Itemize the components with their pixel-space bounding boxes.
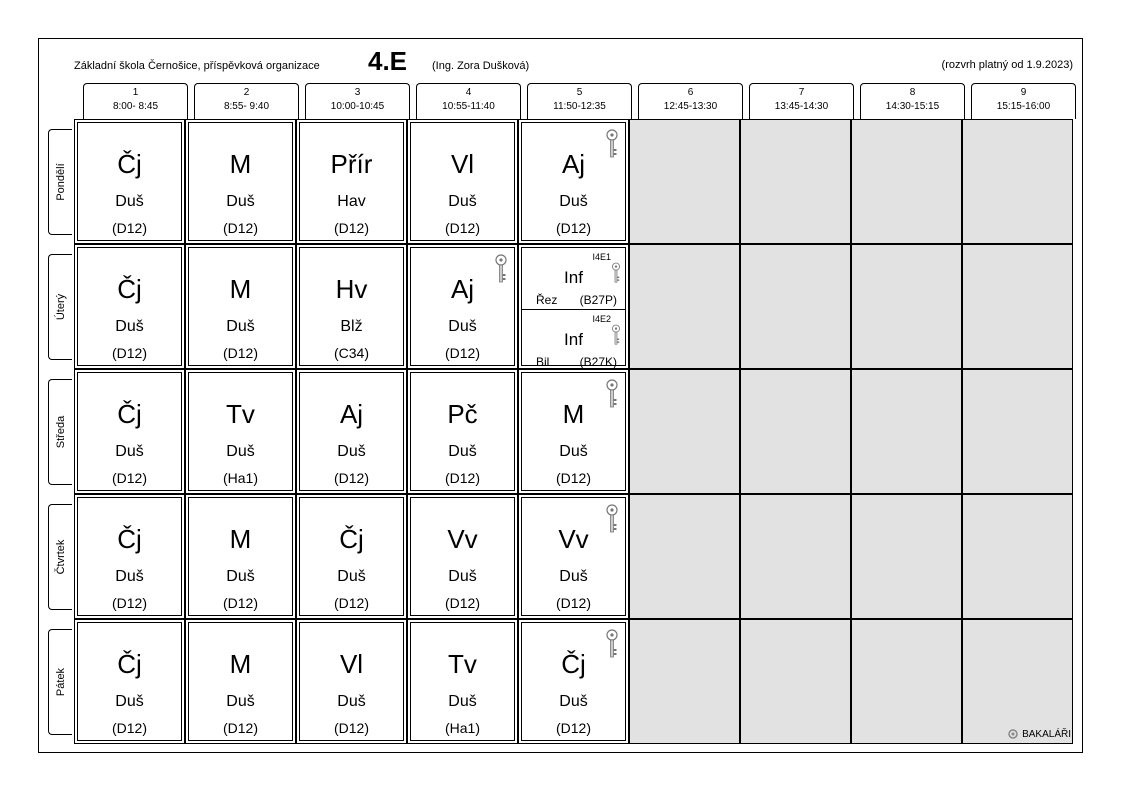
period-time: 13:45-14:30 [774, 101, 829, 112]
period-time: 14:30-15:15 [885, 101, 940, 112]
empty-slot [629, 619, 740, 744]
teacher: Řez [536, 293, 558, 307]
empty-slot [851, 494, 962, 619]
lesson-cell [407, 494, 518, 619]
lesson-box [299, 122, 404, 241]
lesson-box [77, 497, 182, 616]
period-time: 11:50-12:35 [553, 101, 606, 112]
period-header [527, 83, 632, 119]
teacher: Duš [226, 568, 255, 585]
timetable-grid [74, 119, 1073, 744]
room: (D12) [555, 470, 591, 486]
subject: M [229, 274, 252, 304]
teacher: Duš [226, 318, 255, 335]
room: (D12) [222, 220, 258, 236]
teacher: Duš [448, 568, 477, 585]
validity-note: (rozvrh platný od 1.9.2023) [941, 59, 1073, 71]
lesson-cell [74, 369, 185, 494]
period-number: 8 [909, 87, 916, 98]
empty-slot [740, 619, 851, 744]
teacher: Duš [448, 193, 477, 210]
period-number: 1 [132, 87, 139, 98]
teacher: Duš [559, 443, 588, 460]
class-teacher: (Ing. Zora Dušková) [432, 60, 530, 72]
lesson-cell [74, 619, 185, 744]
subject: Aj [561, 149, 586, 179]
period-header [194, 83, 299, 119]
period-time: 15:15-16:00 [996, 101, 1051, 112]
bakalari-logo [1007, 728, 1071, 740]
subject: Aj [339, 399, 364, 429]
subject: M [562, 399, 585, 429]
room: (D12) [111, 345, 147, 361]
lesson-box [410, 497, 515, 616]
lesson-box [410, 122, 515, 241]
lesson-cell-split [518, 244, 629, 369]
lesson-box [410, 372, 515, 491]
lesson-cell [407, 119, 518, 244]
class-name: 4.E [368, 46, 408, 76]
teacher: Blž [340, 318, 363, 335]
period-number: 9 [1020, 87, 1027, 98]
empty-slot [962, 369, 1073, 494]
lesson-cell [185, 244, 296, 369]
room: (D12) [111, 595, 147, 611]
teacher: Duš [448, 318, 477, 335]
room: (D12) [222, 345, 258, 361]
empty-slot [740, 119, 851, 244]
lesson-box [521, 622, 626, 741]
subject: Čj [117, 399, 142, 429]
lesson-cell [296, 369, 407, 494]
period-header [749, 83, 854, 119]
subject: Pč [447, 399, 478, 429]
subject: M [229, 649, 252, 679]
lesson-cell [518, 119, 629, 244]
group-lesson [522, 310, 625, 371]
empty-slot [740, 244, 851, 369]
subject: Inf [564, 330, 583, 349]
subject: Vl [450, 149, 475, 179]
subject: Čj [117, 274, 142, 304]
lesson-box [77, 372, 182, 491]
room: (C34) [333, 345, 369, 361]
room: (D12) [333, 595, 369, 611]
lesson-cell [296, 619, 407, 744]
teacher: Duš [559, 568, 588, 585]
lesson-cell [407, 619, 518, 744]
room: (D12) [111, 220, 147, 236]
period-number: 5 [576, 87, 583, 98]
key-icon [494, 254, 508, 284]
subject: M [229, 149, 252, 179]
empty-slot [740, 369, 851, 494]
key-icon [605, 129, 619, 159]
lesson-cell [407, 369, 518, 494]
day-label [48, 129, 72, 235]
room: (D12) [444, 220, 480, 236]
period-time: 8:00- 8:45 [112, 101, 159, 112]
lesson-box [188, 622, 293, 741]
period-number: 2 [243, 87, 250, 98]
lesson-box [410, 622, 515, 741]
lesson-box [188, 497, 293, 616]
key-icon [605, 379, 619, 409]
key-icon [605, 629, 619, 659]
empty-slot [851, 369, 962, 494]
day-label [48, 254, 72, 360]
lesson-cell [407, 244, 518, 369]
day-name: Pátek [54, 667, 67, 697]
teacher: Duš [559, 693, 588, 710]
empty-slot [851, 619, 962, 744]
empty-slot [851, 244, 962, 369]
key-icon [611, 262, 621, 284]
lesson-cell [518, 619, 629, 744]
day-name: Středa [54, 415, 67, 449]
school-name: Základní škola Černošice, příspěvková organizace [74, 60, 320, 72]
day-name: Čtvrtek [54, 539, 67, 575]
period-header [638, 83, 743, 119]
subject: Hv [335, 274, 368, 304]
period-number: 6 [687, 87, 694, 98]
teacher: Duš [337, 568, 366, 585]
lesson-box [188, 247, 293, 366]
empty-slot [851, 119, 962, 244]
teacher: Hav [337, 193, 366, 210]
room: (Ha1) [444, 720, 480, 736]
lesson-box [410, 247, 515, 366]
teacher: Duš [448, 443, 477, 460]
lesson-cell [185, 119, 296, 244]
teacher: Duš [115, 443, 144, 460]
room: (D12) [111, 720, 147, 736]
day-label [48, 504, 72, 610]
group-code: I4E2 [592, 314, 611, 324]
subject: Čj [117, 524, 142, 554]
lesson-box [299, 497, 404, 616]
lesson-cell [518, 494, 629, 619]
subject: Přír [330, 149, 373, 179]
room: (D12) [555, 220, 591, 236]
teacher: Duš [559, 193, 588, 210]
lesson-cell [296, 119, 407, 244]
lesson-box [299, 372, 404, 491]
teacher: Duš [337, 443, 366, 460]
period-time: 8:55- 9:40 [223, 101, 270, 112]
gear-icon [1007, 728, 1019, 740]
room: (D12) [222, 720, 258, 736]
period-header [83, 83, 188, 119]
lesson-cell [185, 619, 296, 744]
room: (D12) [555, 720, 591, 736]
empty-slot [962, 119, 1073, 244]
teacher: Duš [226, 443, 255, 460]
teacher: Duš [337, 693, 366, 710]
lesson-cell [185, 369, 296, 494]
lesson-cell [296, 494, 407, 619]
subject: Tv [226, 399, 255, 429]
subject: Vv [447, 524, 478, 554]
empty-slot [629, 119, 740, 244]
day-name: Pondělí [54, 163, 67, 201]
period-header [305, 83, 410, 119]
period-number: 7 [798, 87, 805, 98]
lesson-cell [74, 244, 185, 369]
lesson-cell [518, 369, 629, 494]
lesson-box [77, 622, 182, 741]
empty-slot [629, 494, 740, 619]
day-name: Úterý [54, 293, 67, 321]
subject: M [229, 524, 252, 554]
day-label [48, 379, 72, 485]
empty-slot [962, 244, 1073, 369]
lesson-box [521, 497, 626, 616]
period-header [860, 83, 965, 119]
lesson-cell [74, 494, 185, 619]
subject: Čj [561, 649, 586, 679]
room: (Ha1) [222, 470, 258, 486]
room: (D12) [555, 595, 591, 611]
group-lesson [522, 248, 625, 310]
lesson-cell [74, 119, 185, 244]
subject: Tv [448, 649, 477, 679]
room: (D12) [222, 595, 258, 611]
lesson-box [299, 622, 404, 741]
room: (D12) [333, 470, 369, 486]
key-icon [605, 504, 619, 534]
lesson-box [77, 122, 182, 241]
empty-slot [629, 369, 740, 494]
teacher: Duš [226, 193, 255, 210]
room: (D12) [444, 470, 480, 486]
subject: Vl [339, 649, 364, 679]
room: (B27K) [579, 355, 617, 369]
lesson-box [521, 372, 626, 491]
room: (D12) [444, 345, 480, 361]
lesson-box [188, 372, 293, 491]
teacher: Duš [115, 193, 144, 210]
logo-text: BAKALÁŘI [1022, 728, 1071, 740]
teacher: Bil [536, 355, 550, 369]
teacher: Duš [226, 693, 255, 710]
empty-slot [740, 494, 851, 619]
teacher: Duš [115, 693, 144, 710]
lesson-box [299, 247, 404, 366]
lesson-box [77, 247, 182, 366]
period-time: 12:45-13:30 [663, 101, 718, 112]
subject: Čj [117, 649, 142, 679]
subject: Vv [558, 524, 589, 554]
period-time: 10:55-11:40 [442, 101, 495, 112]
period-header [971, 83, 1076, 119]
lesson-box [521, 122, 626, 241]
subject: Aj [450, 274, 475, 304]
lesson-box [521, 247, 626, 369]
empty-slot [962, 494, 1073, 619]
empty-slot [629, 244, 740, 369]
subject: Inf [564, 268, 583, 287]
teacher: Duš [115, 568, 144, 585]
period-header [416, 83, 521, 119]
room: (D12) [333, 720, 369, 736]
room: (B27P) [579, 293, 617, 307]
period-number: 3 [354, 87, 361, 98]
room: (D12) [444, 595, 480, 611]
period-time: 10:00-10:45 [330, 101, 385, 112]
day-label [48, 629, 72, 735]
key-icon [611, 324, 621, 346]
subject: Čj [339, 524, 364, 554]
teacher: Duš [448, 693, 477, 710]
subject: Čj [117, 149, 142, 179]
empty-slot [962, 619, 1073, 744]
lesson-box [188, 122, 293, 241]
lesson-cell [185, 494, 296, 619]
group-code: I4E1 [592, 252, 611, 262]
lesson-cell [296, 244, 407, 369]
room: (D12) [111, 470, 147, 486]
period-number: 4 [465, 87, 472, 98]
room: (D12) [333, 220, 369, 236]
teacher: Duš [115, 318, 144, 335]
